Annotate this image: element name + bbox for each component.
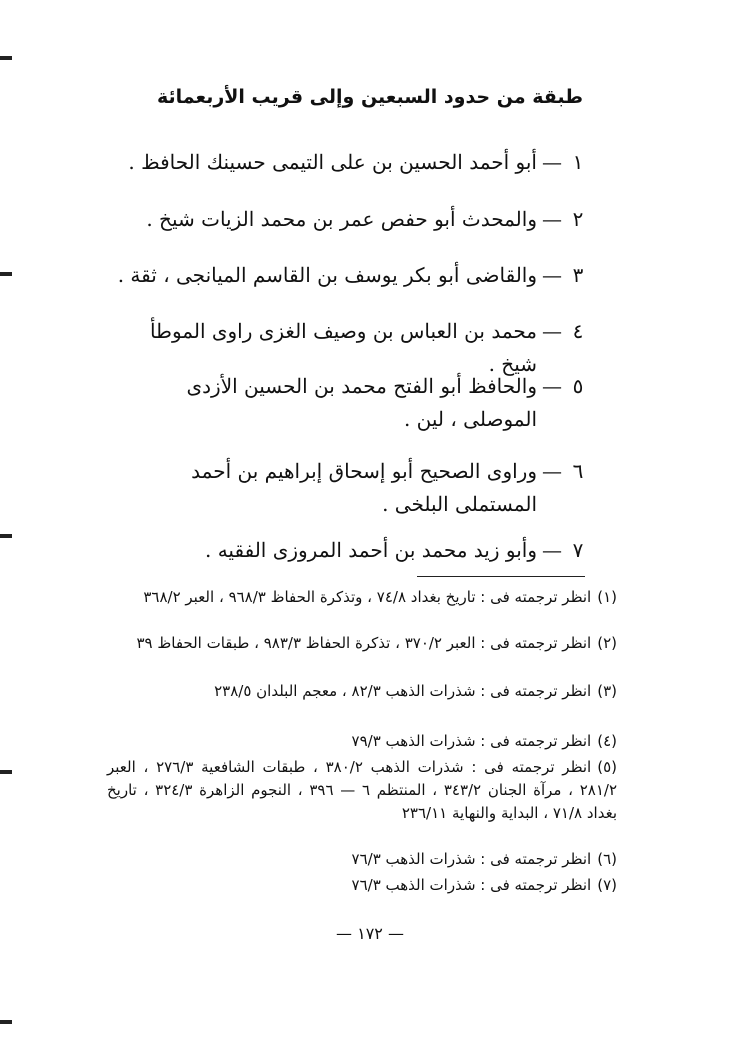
page-number: — ١٧٢ —	[336, 924, 404, 943]
footnote-text: انظر ترجمته فى : شذرات الذهب ٧٦/٣	[351, 876, 592, 894]
entry-dash: —	[542, 263, 562, 287]
entry-text: والحافظ أبو الفتح محمد بن الحسين الأزدى الموصلى ، لين .	[186, 374, 537, 431]
entry-dash: —	[542, 459, 562, 483]
entry-dash: —	[542, 374, 562, 398]
list-item	[109, 534, 589, 567]
list-item	[109, 259, 589, 292]
footnote-number: (٧)	[597, 876, 617, 894]
footnote	[107, 756, 617, 825]
entry-number: ١	[572, 150, 584, 174]
entry-text: محمد بن العباس بن وصيف الغزى راوى الموطأ شيخ .	[149, 319, 537, 376]
footnote	[107, 848, 617, 871]
footnote-text: انظر ترجمته فى : شذرات الذهب ٧٦/٣	[351, 850, 592, 868]
scan-mark	[0, 272, 12, 276]
entry-dash: —	[542, 150, 562, 174]
page-title: طبقة من حدود السبعين وإلى قريب الأربعمائة	[156, 86, 584, 108]
scan-mark	[0, 534, 12, 538]
entry-number: ٧	[572, 538, 584, 562]
scan-mark	[0, 1020, 12, 1024]
footnote-number: (١)	[597, 588, 617, 606]
footnote-number: (٥)	[597, 758, 617, 776]
footnote	[107, 586, 617, 609]
entry-number: ٦	[572, 459, 584, 483]
entry-text: أبو أحمد الحسين بن على التيمى حسينك الحافظ .	[128, 150, 537, 174]
entry-dash: —	[542, 538, 562, 562]
footnote-text: انظر ترجمته فى : شذرات الذهب ٨٢/٣ ، معجم البلدان ٢٣٨/٥	[214, 682, 592, 700]
footnote-number: (٤)	[597, 732, 617, 750]
footnote	[107, 632, 617, 655]
scan-mark	[0, 770, 12, 774]
entry-text: وراوى الصحيح أبو إسحاق إبراهيم بن أحمد المستملى البلخى .	[191, 459, 537, 516]
list-item	[109, 146, 589, 179]
footnote-text: انظر ترجمته فى : تاريخ بغداد ٧٤/٨ ، وتذكرة الحفاظ ٩٦٨/٣ ، العبر ٣٦٨/٢	[143, 588, 592, 606]
footnote-number: (٣)	[597, 682, 617, 700]
footnote-separator	[417, 576, 585, 577]
scan-mark	[0, 56, 12, 60]
footnote-text: انظر ترجمته فى : العبر ٣٧٠/٢ ، تذكرة الحفاظ ٩٨٣/٣ ، طبقات الحفاظ ٣٩	[136, 634, 592, 652]
footnote-number: (٦)	[597, 850, 617, 868]
entry-number: ٥	[572, 374, 584, 398]
list-item	[109, 455, 589, 521]
footnote	[107, 874, 617, 897]
entry-number: ٤	[572, 319, 584, 343]
entry-dash: —	[542, 319, 562, 343]
footnote	[107, 730, 617, 753]
entry-number: ٣	[572, 263, 584, 287]
entry-number: ٢	[572, 207, 584, 231]
entry-text: والقاضى أبو بكر يوسف بن القاسم الميانجى ، ثقة .	[117, 263, 537, 287]
entry-text: وأبو زيد محمد بن أحمد المروزى الفقيه .	[204, 538, 537, 562]
footnote-text: انظر ترجمته فى : شذرات الذهب ٣٨٠/٢ ، طبقات الشافعية ٢٧٦/٣ ، العبر ٢٨١/٢ ، مرآة الجنان ٣٤٣/٢ ، المنتظم ٦ — ٣٩٦ ، النجوم الزاهرة ٣٢٤/٣ ، تاريخ بغداد ٧١/٨ ، البداية والنهاية ٢٣٦/١١	[107, 758, 617, 822]
entry-dash: —	[542, 207, 562, 231]
list-item	[109, 370, 589, 436]
list-item	[109, 203, 589, 236]
footnote	[107, 680, 617, 703]
footnote-text: انظر ترجمته فى : شذرات الذهب ٧٩/٣	[351, 732, 592, 750]
entry-text: والمحدث أبو حفص عمر بن محمد الزيات شيخ .	[146, 207, 537, 231]
footnote-number: (٢)	[597, 634, 617, 652]
